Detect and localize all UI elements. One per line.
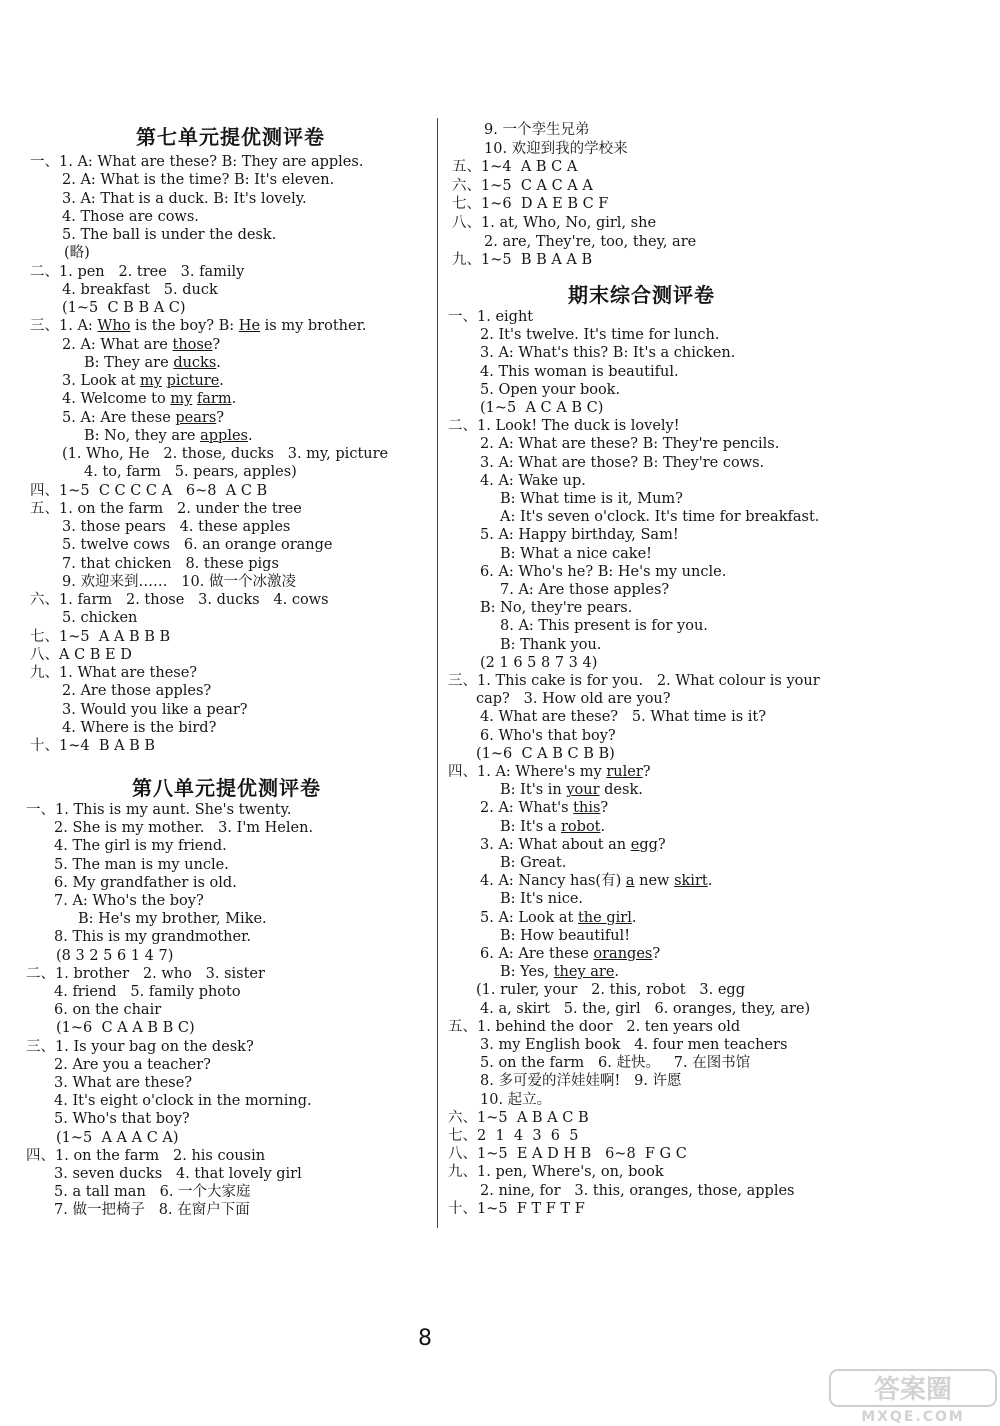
answer-line: 四、1~5 C C C C A 6~8 A C B (30, 482, 268, 499)
answer-line: 7. that chicken 8. these pigs (62, 555, 279, 572)
answer-line: B: What time is it, Mum? (500, 491, 683, 507)
answer-line: B: Thank you. (500, 636, 602, 653)
answer-line: 4. A: Nancy has(有) a new skirt. (480, 873, 713, 890)
answer-line: 8. 多可爱的洋娃娃啊! 9. 许愿 (480, 1073, 682, 1090)
svg-text:答案圈: 答案圈 (873, 1375, 953, 1405)
answer-line: 五、1. behind the door 2. ten years old (448, 1018, 741, 1035)
watermark-logo (828, 1368, 998, 1424)
answer-line: (1~6 C A A B B C) (56, 1020, 195, 1037)
answer-line: 4. a, skirt 5. the, girl 6. oranges, they, are) (480, 1000, 811, 1017)
answer-line: 5. A: Are these pears? (62, 409, 225, 426)
answer-line: 4. What are these? 5. What time is it? (480, 709, 766, 726)
answer-line: (1~5 C B B A C) (62, 300, 186, 316)
answer-line: (2 1 6 5 8 7 3 4) (480, 654, 598, 671)
answer-line: 二、1. Look! The duck is lovely! (448, 418, 680, 435)
answer-line: 3. A: What's this? B: It's a chicken. (480, 345, 736, 362)
answer-line: (8 3 2 5 6 1 4 7) (56, 947, 174, 964)
answer-line: 2. She is my mother. 3. I'm Helen. (54, 820, 314, 837)
answer-line: 6. on the chair (54, 1002, 162, 1019)
answer-line: 六、1. farm 2. those 3. ducks 4. cows (30, 592, 329, 608)
answer-line: 七、2 1 4 3 6 5 (448, 1128, 579, 1144)
answer-line: 4. to, farm 5. pears, apples) (84, 464, 297, 481)
column-divider (437, 118, 438, 1228)
answer-line: 3. those pears 4. these apples (62, 519, 291, 535)
answer-line: (1. Who, He 2. those, ducks 3. my, picture (62, 446, 389, 462)
answer-line: 九、1~5 B B A A B (452, 252, 593, 269)
answer-line: 三、1. A: Who is the boy? B: He is my brother. (30, 318, 367, 335)
answer-line: 2. A: What are those? (62, 336, 221, 353)
answer-line: 3. A: That is a duck. B: It's lovely. (62, 190, 307, 207)
answer-line: 4. This woman is beautiful. (480, 363, 679, 380)
answer-line: 五、1~4 A B C A (452, 159, 578, 176)
answer-line: 十、1~5 F T F T F (448, 1200, 585, 1217)
answer-line: 3. A: What are those? B: They're cows. (480, 454, 765, 471)
answer-line: 4. Where is the bird? (62, 719, 217, 736)
answer-line: 2. nine, for 3. this, oranges, those, apples (480, 1182, 795, 1199)
answer-line: B: No, they are apples. (84, 427, 253, 444)
answer-line: 4. The girl is my friend. (54, 838, 227, 855)
answer-line: B: No, they're pears. (480, 600, 633, 617)
answer-line: 5. A: Happy birthday, Sam! (480, 527, 679, 544)
answer-line: 10. 起立。 (480, 1091, 552, 1108)
answer-line: 五、1. on the farm 2. under the tree (30, 500, 302, 517)
answer-line: 4. A: Wake up. (480, 472, 586, 489)
answer-line: 八、1. at, Who, No, girl, she (452, 215, 657, 231)
answer-line: 2. Are those apples? (62, 683, 212, 700)
unit7-title: 第七单元提优测评卷 (136, 125, 325, 149)
answer-line: 2. A: What are these? B: They're pencils. (480, 436, 780, 453)
answer-line: A: It's seven o'clock. It's time for breakfast. (500, 509, 820, 526)
answer-line: 3. A: What about an egg? (480, 836, 666, 853)
answer-line: 4. Those are cows. (62, 208, 199, 225)
answer-line: 4. It's eight o'clock in the morning. (54, 1093, 312, 1110)
answer-line: 6. A: Are these oranges? (480, 946, 661, 962)
answer-line: 3. seven ducks 4. that lovely girl (54, 1166, 302, 1182)
answer-line: 七、1~6 D A E B C F (452, 196, 609, 213)
answer-line: 7. 做一把椅子 8. 在窗户下面 (54, 1202, 250, 1219)
answer-line: 2. are, They're, too, they, are (484, 233, 697, 250)
answer-line: 6. Who's that boy? (480, 727, 616, 744)
answer-line: B: It's nice. (500, 891, 584, 908)
final-exam-title: 期末综合测评卷 (568, 283, 715, 307)
answer-line: 八、A C B E D (30, 646, 132, 663)
answer-line: 3. Look at my picture. (62, 373, 224, 389)
answer-line: 六、1~5 C A C A A (452, 177, 593, 194)
answer-line: 九、1. pen, Where's, on, book (448, 1164, 664, 1181)
answer-line: 5. Open your book. (480, 381, 621, 398)
answer-line: 6. A: Who's he? B: He's my uncle. (480, 563, 727, 580)
answer-line: 四、1. A: Where's my ruler? (448, 764, 651, 780)
answer-line: 2. A: What's this? (480, 800, 609, 817)
answer-line: 三、1. This cake is for you. 2. What colour is your (448, 673, 820, 689)
answer-line: 5. Who's that boy? (54, 1111, 190, 1128)
answer-line: (1~5 A A A C A) (56, 1129, 179, 1146)
answer-line: (1. ruler, your 2. this, robot 3. egg (476, 982, 745, 999)
answer-line: 一、1. This is my aunt. She's twenty. (26, 802, 292, 818)
answer-line: 5. twelve cows 6. an orange orange (62, 537, 333, 554)
answer-line: 5. a tall man 6. 一个大家庭 (54, 1184, 251, 1201)
answer-line: 7. A: Who's the boy? (54, 893, 204, 909)
answer-line: 2. It's twelve. It's time for lunch. (480, 327, 720, 344)
answer-line: 5. on the farm 6. 赶快。 7. 在图书馆 (480, 1055, 751, 1072)
answer-line: B: It's in your desk. (500, 782, 643, 799)
answer-line: 6. My grandfather is old. (54, 874, 237, 891)
answer-line: 10. 欢迎到我的学校来 (484, 140, 628, 157)
page-number: 8 (418, 1326, 432, 1351)
answer-line: 二、1. brother 2. who 3. sister (26, 965, 265, 982)
answer-line: 2. Are you a teacher? (54, 1056, 211, 1073)
answer-line: 九、1. What are these? (30, 665, 198, 681)
answer-line: (略) (64, 245, 90, 262)
answer-line: 七、1~5 A A B B B (30, 628, 171, 645)
answer-line: (1~6 C A B C B B) (476, 745, 615, 762)
answer-line: 4. friend 5. family photo (54, 984, 241, 1000)
answer-line: 9. 欢迎来到…… 10. 做一个冰激凌 (62, 573, 296, 590)
answer-line: 9. 一个孪生兄弟 (484, 122, 590, 138)
answer-line: B: He's my brother, Mike. (78, 911, 267, 928)
answer-line: B: What a nice cake! (500, 545, 652, 562)
answer-line: 8. This is my grandmother. (54, 929, 252, 946)
answer-line: 十、1~4 B A B B (30, 738, 156, 754)
answer-line: B: Great. (500, 855, 567, 871)
answer-line: 3. What are these? (54, 1075, 193, 1091)
answer-line: 2. A: What is the time? B: It's eleven. (62, 172, 335, 189)
answer-line: 六、1~5 A B A C B (448, 1109, 589, 1126)
answer-line: 7. A: Are those apples? (500, 582, 670, 598)
answer-line: 5. chicken (62, 610, 138, 627)
answer-line: B: Yes, they are. (500, 964, 620, 981)
answer-line: 3. Would you like a pear? (62, 701, 248, 718)
answer-line: B: How beautiful! (500, 927, 631, 944)
answer-line: 三、1. Is your bag on the desk? (26, 1038, 254, 1055)
answer-line: 5. The man is my uncle. (54, 856, 229, 873)
answer-line: 一、1. eight (448, 309, 534, 325)
answer-line: 二、1. pen 2. tree 3. family (30, 263, 245, 280)
answer-line: B: It's a robot. (500, 818, 606, 835)
answer-line: cap? 3. How old are you? (476, 691, 671, 708)
answer-line: 3. my English book 4. four men teachers (480, 1037, 788, 1053)
answer-line: (1~5 A C A B C) (480, 400, 604, 416)
answer-line: 5. The ball is under the desk. (62, 227, 277, 243)
svg-text:MXQE.COM: MXQE.COM (861, 1409, 965, 1424)
answer-line: 一、1. A: What are these? B: They are apples. (30, 154, 364, 170)
answer-line: 八、1~5 E A D H B 6~8 F G C (448, 1146, 687, 1163)
answer-line: 4. breakfast 5. duck (62, 281, 218, 298)
answer-line: 4. Welcome to my farm. (62, 391, 237, 408)
answer-line: 四、1. on the farm 2. his cousin (26, 1147, 266, 1164)
answer-line: B: They are ducks. (84, 354, 221, 371)
answer-line: 8. A: This present is for you. (500, 618, 708, 635)
unit8-title: 第八单元提优测评卷 (132, 776, 321, 800)
answer-line: 5. A: Look at the girl. (480, 909, 637, 926)
